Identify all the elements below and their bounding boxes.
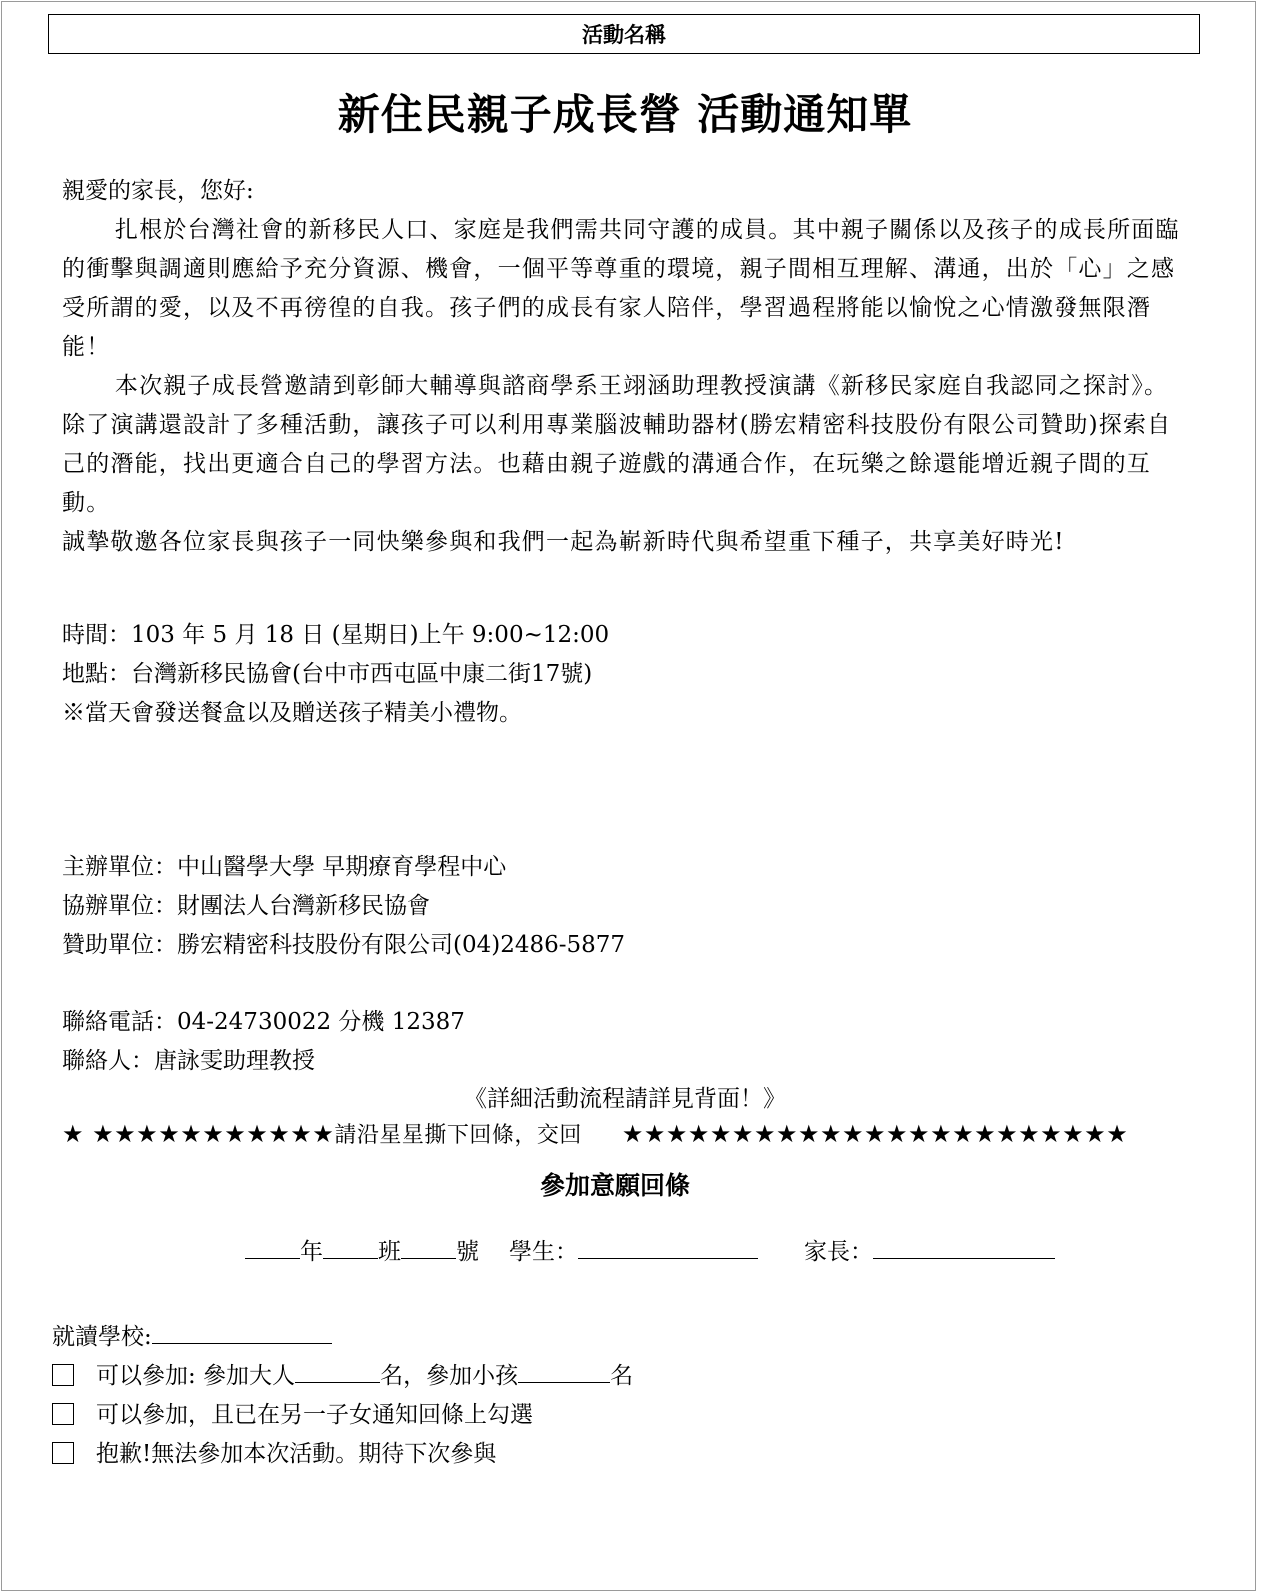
- event-time: 時間：103 年 5 月 18 日 (星期日)上午 9:00~12:00: [62, 622, 610, 648]
- number-label: 號: [456, 1239, 479, 1265]
- option-1-row: [52, 1357, 633, 1390]
- option-3-row: [52, 1435, 496, 1468]
- year-label: 年: [300, 1239, 323, 1265]
- school-blank[interactable]: [152, 1321, 332, 1344]
- sponsor-unit: 贊助單位：勝宏精密科技股份有限公司(04)2486-5877: [62, 932, 626, 958]
- cut-line: [62, 1118, 1128, 1149]
- class-blank[interactable]: [323, 1236, 378, 1259]
- paragraph-3: 誠摯敬邀各位家長與孩子一同快樂參與和我們一起為嶄新時代與希望重下種子，共享美好時光!: [62, 529, 1065, 555]
- activity-name-box: [48, 14, 1200, 54]
- option-1-mid: 名，參加小孩: [380, 1363, 519, 1389]
- year-blank[interactable]: [245, 1236, 300, 1259]
- greeting: 親愛的家長，您好:: [62, 178, 254, 204]
- contact-phone: 聯絡電話：04-24730022 分機 12387: [62, 1009, 465, 1035]
- option-3-label: 抱歉!無法參加本次活動。期待下次參與: [96, 1441, 497, 1467]
- activity-name-label: 活動名稱: [582, 23, 666, 47]
- option-2-label: 可以參加，且已在另一子女通知回條上勾選: [96, 1402, 533, 1428]
- letter-body: [62, 172, 1192, 562]
- option-1-checkbox[interactable]: [52, 1364, 74, 1386]
- option-3-checkbox[interactable]: [52, 1442, 74, 1464]
- event-note: ※當天會發送餐盒以及贈送孩子精美小禮物。: [62, 700, 522, 726]
- school-label: 就讀學校:: [52, 1324, 152, 1350]
- option-2-checkbox[interactable]: [52, 1403, 74, 1425]
- option-1-suffix: 名: [610, 1363, 634, 1389]
- number-blank[interactable]: [401, 1236, 456, 1259]
- host-unit: 主辦單位：中山醫學大學 早期療育學程中心: [62, 854, 507, 880]
- page-title: 新住民親子成長營 活動通知單: [337, 90, 913, 139]
- event-place: 地點：台灣新移民協會(台中市西屯區中康二街17號): [62, 661, 593, 687]
- paragraph-1: 扎根於台灣社會的新移民人口、家庭是我們需共同守護的成員。其中親子關係以及孩子的成長所面臨的衝擊與調適則應給予充分資源、機會，一個平等尊重的環境，親子間相互理解、溝通，出於「心」之感受所謂的愛，以及不再徬徨的自我。孩子們的成長有家人陪伴，學習過程將能以愉悅之心情激發無限潛能！: [62, 217, 1180, 360]
- reply-title: 參加意願回條: [539, 1171, 690, 1200]
- contact-person: 聯絡人：唐詠雯助理教授: [62, 1048, 315, 1074]
- student-label: 學生：: [509, 1239, 578, 1265]
- adult-count-blank[interactable]: [295, 1360, 380, 1383]
- option-1-prefix: 可以參加: 參加大人: [96, 1363, 296, 1389]
- parent-label: 家長：: [804, 1239, 873, 1265]
- co-host-unit: 協辦單位：財團法人台灣新移民協會: [62, 893, 430, 919]
- child-count-blank[interactable]: [518, 1360, 610, 1383]
- parent-name-blank[interactable]: [873, 1236, 1055, 1259]
- option-2-row: [52, 1396, 533, 1429]
- school-row: [52, 1318, 332, 1351]
- reply-student-row: [245, 1233, 1055, 1266]
- cut-stars-left: ★ ★★★★★★★★★★★: [62, 1120, 335, 1148]
- cut-instruction: 請沿星星撕下回條，交回: [334, 1123, 582, 1148]
- paragraph-2: 本次親子成長營邀請到彰師大輔導與諮商學系王翊涵助理教授演講《新移民家庭自我認同之探討》。除了演講還設計了多種活動，讓孩子可以利用專業腦波輔助器材(勝宏精密科技股份有限公司贊助)探索自己的潛能，找出更適合自己的學習方法。也藉由親子遊戲的溝通合作，在玩樂之餘還能增近親子間的互動。: [62, 373, 1172, 516]
- back-page-note: 《詳細活動流程請詳見背面！》: [464, 1086, 786, 1112]
- cut-stars-right: ★★★★★★★★★★★★★★★★★★★★★★★: [621, 1120, 1129, 1148]
- class-label: 班: [378, 1239, 401, 1265]
- student-name-blank[interactable]: [578, 1236, 758, 1259]
